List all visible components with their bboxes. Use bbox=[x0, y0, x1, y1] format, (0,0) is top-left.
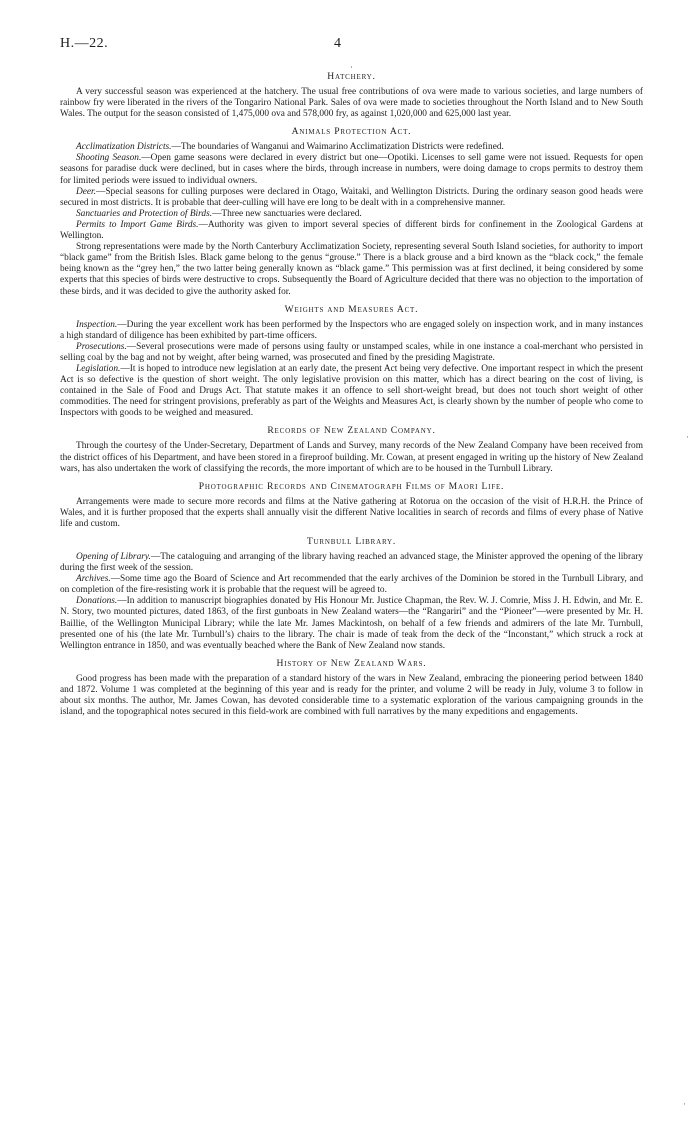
document-reference: H.—22. bbox=[60, 36, 109, 51]
section bbox=[60, 71, 643, 120]
paragraph bbox=[60, 220, 643, 242]
section-heading: Records of New Zealand Company. bbox=[267, 425, 436, 437]
paragraph bbox=[60, 674, 643, 718]
paragraph-text: Through the courtesy of the Under-Secretary, Department of Lands and Survey, many records of the New Zealand Company have been received from the district offices of his Department, and have been stored in a fireproof building. Mr. Cowan, at present engaged in writing up the history of New Zealand wars, has also undertaken the work of classifying the records, the more important of which are to be housed in the Turnbull Library. bbox=[60, 441, 643, 474]
section bbox=[60, 425, 643, 474]
paragraph bbox=[60, 574, 643, 596]
paragraph-text: —Open game seasons were declared in every district but one—Opotiki. Licenses to sell game were not issued. Requests for open seasons for paradise duck were declined, but in cases where the birds, through increase in numbers, were doing damage to crops permits to destroy them for limited periods were issued to individual owners. bbox=[60, 153, 643, 186]
subheading: Acclimatization Districts. bbox=[76, 142, 172, 153]
paragraph bbox=[60, 320, 643, 342]
subheading: Opening of Library. bbox=[76, 552, 151, 562]
subheading: Permits to Import Game Birds. bbox=[76, 219, 199, 230]
document-body bbox=[60, 64, 643, 718]
section bbox=[60, 304, 643, 420]
subheading: Shooting Season. bbox=[76, 153, 142, 164]
paragraph bbox=[60, 142, 643, 153]
paragraph-text: Strong representations were made by the North Canterbury Acclimatization Society, representing several South Island societies, for authority to import “black game” from the British Isles. Black game belong to the genus “grouse.” There is a black grouse and a bird known as the “black cock,” the female being known as the “grey hen,” the two latter being generally known as “black game.” This permission was at first declined, it being considered by some experts that this species of birds were destructive to crops. Subsequently the Board of Agriculture decided that there was no objection to the importation of these birds, and it was decided to give the authority asked for. bbox=[60, 242, 643, 297]
paragraph bbox=[60, 497, 643, 530]
section bbox=[60, 536, 643, 652]
section bbox=[60, 658, 643, 718]
paragraph bbox=[60, 209, 643, 220]
subheading: Sanctuaries and Protection of Birds. bbox=[76, 208, 213, 219]
paragraph-text: A very successful season was experienced at the hatchery. The usual free contributions of ova were made to various societies, and large numbers of rainbow fry were liberated in the rivers of the Tongariro National Park. Sales of ova were made to societies throughout the North Island and to New South Wales. The output for the season consisted of 1,475,000 ova and 578,000 fry, as against 1,020,000 and 625,000 last year. bbox=[60, 87, 643, 120]
paragraph-text: —The cataloguing and arranging of the library having reached an advanced stage, the Minister approved the opening of the library during the first week of the session. bbox=[60, 552, 644, 574]
paragraph bbox=[60, 153, 643, 186]
section-heading: Turnbull Library. bbox=[306, 536, 397, 547]
paragraph bbox=[60, 596, 643, 651]
paragraph bbox=[60, 242, 643, 297]
section-heading: History of New Zealand Wars. bbox=[276, 657, 427, 669]
section-heading: Photographic Records and Cinematograph Films of Maori Life. bbox=[198, 480, 505, 492]
section bbox=[60, 481, 643, 530]
sections-container bbox=[60, 71, 643, 718]
paragraph-text: Good progress has been made with the preparation of a standard history of the wars in New Zealand, embracing the pioneering period between 1840 and 1872. Volume 1 was completed at the beginning of this year and is ready for the printer, and volume 2 will be ready in July, volume 3 to follow in about six months. The author, Mr. James Cowan, has devoted considerable time to a systematic exploration of the various campaigning grounds in the island, and the topographical notes secured in this field-work are combined with full narratives by the many expeditions and engagements. bbox=[60, 673, 643, 718]
paragraph-text: —Three new sanctuaries were declared. bbox=[212, 208, 362, 219]
paragraph bbox=[60, 342, 643, 364]
paragraph bbox=[60, 87, 643, 120]
paragraph-text: —It is hoped to introduce new legislation at an early date, the present Act being very defective. One important respect in which the present Act is so defective is the question of short weight. The only legislative provision on this matter, which has a direct bearing on the cost of living, is contained in the Sale of Food and Drugs Act. That statute makes it an offence to sell short-weight bread, but does not touch short weight of other commodities. The need for stringent provisions, preferably as part of the Weights and Measures Act, is clearly shown by the number of people who come to Inspectors with goods to be weighed and measured. bbox=[60, 363, 643, 419]
margin-mark: · bbox=[686, 432, 689, 442]
paragraph bbox=[60, 364, 643, 419]
paragraph-text: —In addition to manuscript biographies donated by His Honour Mr. Justice Chapman, the Rev. W. J. Comrie, Miss J. H. Edwin, and Mr. E. N. Story, two mounted pictures, dated 1863, of the first gunboats in New Zealand waters—the “Rangariri” and the “Pioneer”—were presented by Mr. H. Baillie, of the Wellington Municipal Library; while the late Mr. James Mackintosh, on behalf of a few friends and admirers of the late Mr. Turnbull, presented one of his (the late Mr. Turnbull’s) chairs to the library. The chair is made of teak from the deck of the “Inconstant,” which struck a rock at Wellington entrance in 1850, and was eventually beached where the Bank of New Zealand now stands. bbox=[60, 596, 643, 651]
subheading: Deer. bbox=[76, 186, 96, 197]
paragraph-text: —Some time ago the Board of Science and Art recommended that the early archives of the Dominion be stored in the Turnbull Library, and on completion of the fire-resisting work it is probable that the request will be agreed to. bbox=[60, 574, 643, 596]
paragraph-text: —Authority was given to import several species of different birds for confinement in the Zoological Gardens at Wellington. bbox=[60, 219, 643, 242]
paragraph-text: —Special seasons for culling purposes were declared in Otago, Waitaki, and Wellington Districts. During the ordinary season good heads were secured in most districts. It is probable that deer-culling will have ere long to be dealt with in a comprehensive manner. bbox=[60, 186, 643, 208]
subheading: Inspection. bbox=[76, 319, 118, 330]
section-heading: Animals Protection Act. bbox=[291, 126, 412, 138]
page-number: 4 bbox=[334, 36, 341, 51]
subheading: Legislation. bbox=[76, 363, 121, 374]
ornament-dot: · bbox=[350, 63, 353, 72]
section-heading: Weights and Measures Act. bbox=[284, 303, 419, 315]
paragraph-text: Arrangements were made to secure more records and films at the Native gathering at Rotorua on the occasion of the visit of H.R.H. the Prince of Wales, and it is further proposed that the experts shall annually visit the different Native localities in search of records and films of every phase of Native life and custom. bbox=[60, 496, 643, 529]
section bbox=[60, 126, 643, 297]
paragraph bbox=[60, 441, 643, 474]
paragraph bbox=[60, 552, 643, 574]
subheading: Prosecutions. bbox=[76, 341, 127, 352]
paragraph bbox=[60, 187, 643, 209]
paragraph-text: —Several prosecutions were made of persons using faulty or unstamped scales, while in one instance a coal-merchant who persisted in selling coal by the bag and not by weight, after being warned, was prosecuted and fined by the presiding Magistrate. bbox=[60, 341, 643, 363]
subheading: Archives. bbox=[76, 574, 111, 585]
paragraph-text: —During the year excellent work has been performed by the Inspectors who are engaged solely on inspection work, and in many instances a high standard of diligence has been exhibited by part-time officers. bbox=[60, 319, 643, 341]
paragraph-text: —The boundaries of Wanganui and Waimarino Acclimatization Districts were redefined. bbox=[171, 142, 504, 153]
subheading: Donations. bbox=[76, 596, 118, 607]
section-heading: Hatchery. bbox=[327, 71, 376, 82]
margin-mark: · bbox=[683, 1099, 686, 1109]
